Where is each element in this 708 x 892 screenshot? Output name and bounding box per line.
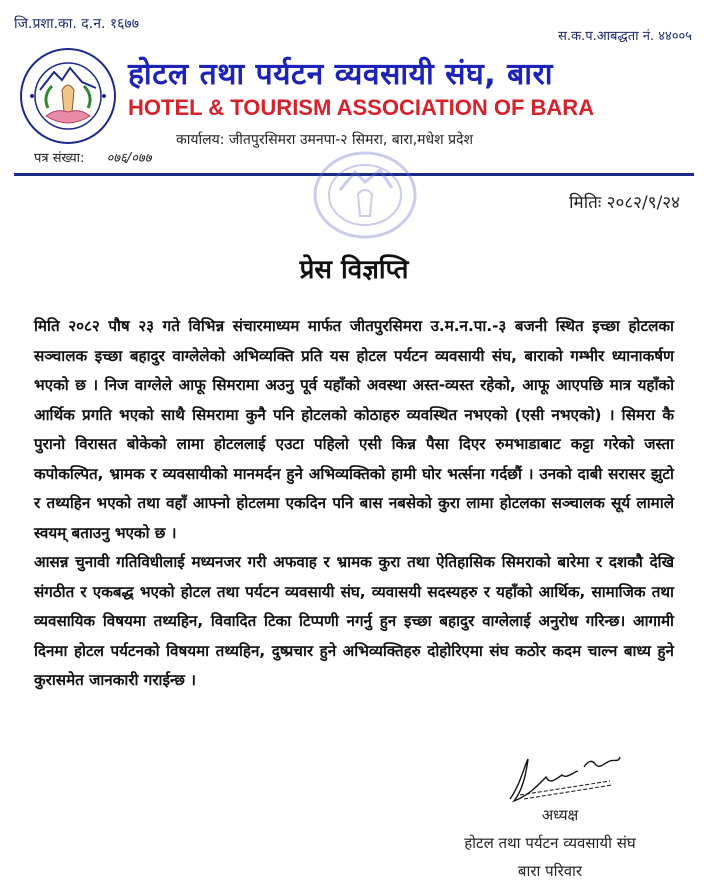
district-registration-number: जि.प्रशा.का. द.न. १६७७ <box>14 16 139 32</box>
stamp-watermark-icon <box>310 150 420 240</box>
signature-block <box>420 755 680 881</box>
signatory-title: अध्यक्ष <box>541 806 579 824</box>
affiliation-number: स.क.प.आबद्धता नं. ४४००५ <box>558 29 692 44</box>
association-seal-logo-icon <box>18 46 118 146</box>
page-title: प्रेस विज्ञप्ति <box>299 255 409 285</box>
press-release-body <box>34 312 674 696</box>
org-name-nepali: होटल तथा पर्यटन व्यवसायी संघ, बारा <box>128 57 554 92</box>
paragraph: मिति २०८२ पौष २३ गते विभिन्न संचारमाध्यम मार्फत जीतपुरसिमरा उ.म.न.पा.-३ बजनी स्थित इच्छा होटलका सञ्चालक इच्छा बहादुर वाग्लेलेको अभिव्यक्ति प्रति यस होटल पर्यटन व्यवसायी संघ, बाराको गम्भीर ध्यानाकर्षण भएको छ । निज वाग्लेले आफू सिमरामा अउनु पूर्व यहाँको अवस्था अस्त-व्यस्त रहेको, आफू आएपछि मात्र यहाँको आर्थिक प्रगति भएको साथै सिमरामा कुनै पनि होटलको कोठाहरु व्यवस्थित नभएको (एसी नभएको) । सिमरा कै पुरानो विरासत बोकेको लामा होटललाई एउटा पहिलो एसी किन्न पैसा दिएर रुमभाडाबाट कट्टा गरेको जस्ता कपोकल्पित, भ्रामक र व्यवसायीको मानमर्दन हुने अभिव्यक्तिको हामी घोर भर्त्सना गर्दछौं । उनको दाबी सरासर झुटो र तथ्यहिन भएको तथा वहाँ आफ्नो होटलमा एकदिन पनि बास नबसेको कुरा लामा होटलका सञ्चालक सूर्य लामाले स्वयम् बताउनु भएको छ । <box>34 317 674 542</box>
issue-date: मितिः २०८२/९/२४ <box>569 193 680 213</box>
handwritten-signature-icon <box>500 755 640 805</box>
reference-value: ०७६/०७७ <box>106 151 152 166</box>
reference-number <box>34 148 151 166</box>
office-address: कार्यालय: जीतपुरसिमरा उमनपा-२ सिमरा, बारा,मधेश प्रदेश <box>176 132 474 148</box>
org-name-english: HOTEL & TOURISM ASSOCIATION OF BARA <box>128 95 595 120</box>
signatory-org-family: बारा परिवार <box>517 862 583 880</box>
paragraph: आसन्न चुनावी गतिविधीलाई मध्यनजर गरी अफवाह र भ्रामक कुरा तथा ऐतिहासिक सिमराको बारेमा र दशकौ देखि संगठीत र एकबद्ध भएको होटल तथा पर्यटन व्यवसायी संघ, व्यवासयी सदस्यहरु र यहाँको आर्थिक, सामाजिक तथा व्यवसायिक विषयमा तथ्यहिन, विवादित टिका टिप्पणी नगर्नु हुन इच्छा बहादुर वाग्लेलाई अनुरोध गरिन्छ। आगामी दिनमा होटल पर्यटनको विषयमा तथ्यहिन, दुष्प्रचार हुने अभिव्यक्तिहरु दोहोरिएमा संघ कठोर कदम चाल्न बाध्य हुने कुरासमेत जानकारी गराईन्छ । <box>34 553 674 689</box>
reference-label: पत्र संख्या: <box>34 151 85 166</box>
signatory-org: होटल तथा पर्यटन व्यवसायी संघ <box>464 834 636 852</box>
